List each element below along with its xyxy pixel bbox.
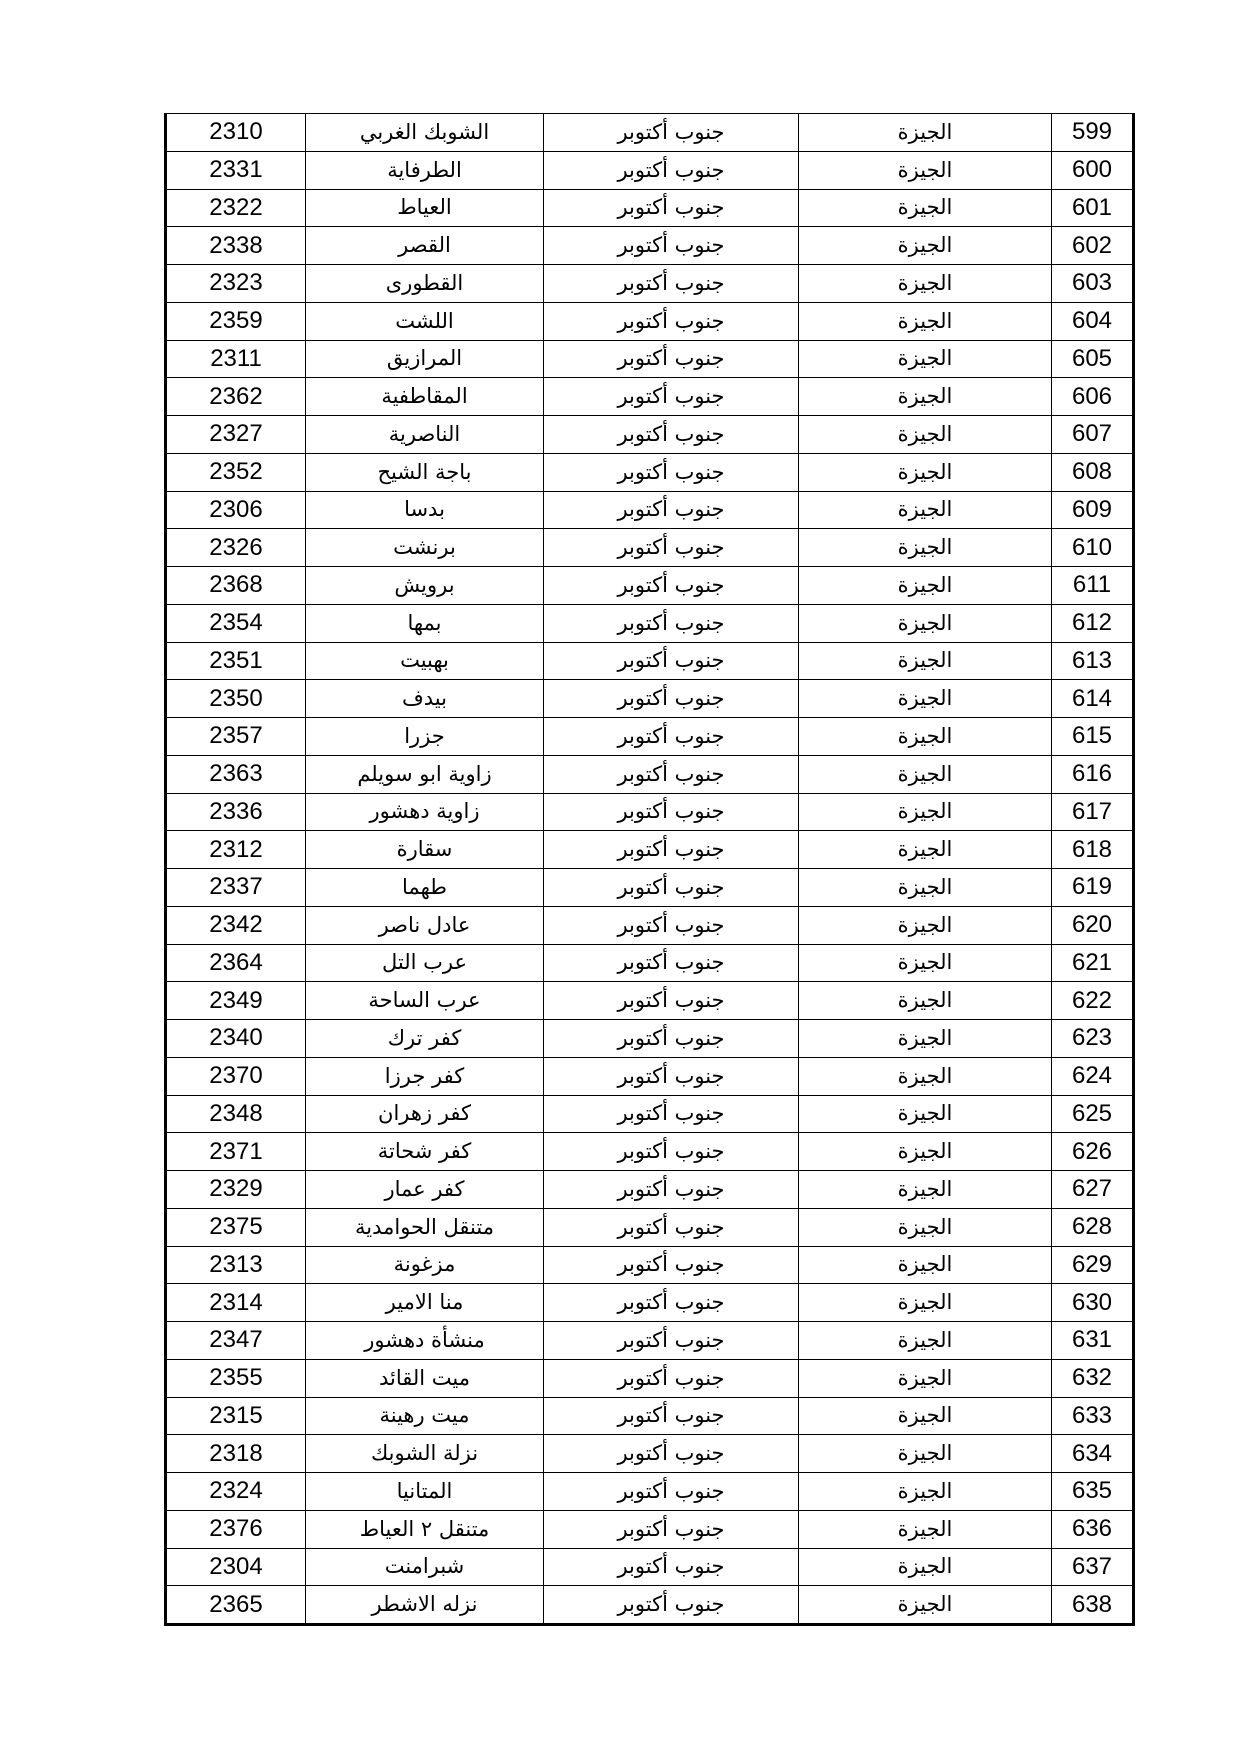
center-cell: جنوب أكتوبر bbox=[544, 378, 799, 416]
table-row bbox=[166, 1586, 1134, 1625]
governorate-cell: الجيزة bbox=[799, 755, 1052, 793]
code-cell: 2338 bbox=[166, 227, 306, 265]
code-cell: 2376 bbox=[166, 1510, 306, 1548]
center-cell: جنوب أكتوبر bbox=[544, 1473, 799, 1511]
row-number-cell: 615 bbox=[1052, 718, 1134, 756]
village-cell: جزرا bbox=[306, 718, 544, 756]
center-cell: جنوب أكتوبر bbox=[544, 944, 799, 982]
row-number-cell: 629 bbox=[1052, 1246, 1134, 1284]
row-number-cell: 606 bbox=[1052, 378, 1134, 416]
governorate-cell: الجيزة bbox=[799, 793, 1052, 831]
center-cell: جنوب أكتوبر bbox=[544, 793, 799, 831]
table-row bbox=[166, 718, 1134, 756]
table-row bbox=[166, 114, 1134, 152]
row-number-cell: 634 bbox=[1052, 1435, 1134, 1473]
row-number-cell: 635 bbox=[1052, 1473, 1134, 1511]
center-cell: جنوب أكتوبر bbox=[544, 1246, 799, 1284]
center-cell: جنوب أكتوبر bbox=[544, 982, 799, 1020]
row-number-cell: 626 bbox=[1052, 1133, 1134, 1171]
row-number-cell: 621 bbox=[1052, 944, 1134, 982]
code-cell: 2349 bbox=[166, 982, 306, 1020]
center-cell: جنوب أكتوبر bbox=[544, 1171, 799, 1209]
village-cell: كفر ترك bbox=[306, 1020, 544, 1058]
row-number-cell: 617 bbox=[1052, 793, 1134, 831]
row-number-cell: 618 bbox=[1052, 831, 1134, 869]
center-cell: جنوب أكتوبر bbox=[544, 302, 799, 340]
governorate-cell: الجيزة bbox=[799, 491, 1052, 529]
code-cell: 2375 bbox=[166, 1208, 306, 1246]
governorate-cell: الجيزة bbox=[799, 567, 1052, 605]
governorate-cell: الجيزة bbox=[799, 302, 1052, 340]
village-cell: كفر عمار bbox=[306, 1171, 544, 1209]
table-row bbox=[166, 1548, 1134, 1586]
code-cell: 2354 bbox=[166, 604, 306, 642]
village-cell: نزله الاشطر bbox=[306, 1586, 544, 1625]
center-cell: جنوب أكتوبر bbox=[544, 453, 799, 491]
center-cell: جنوب أكتوبر bbox=[544, 1020, 799, 1058]
row-number-cell: 630 bbox=[1052, 1284, 1134, 1322]
table-row bbox=[166, 378, 1134, 416]
governorate-cell: الجيزة bbox=[799, 1057, 1052, 1095]
code-cell: 2350 bbox=[166, 680, 306, 718]
code-cell: 2348 bbox=[166, 1095, 306, 1133]
code-cell: 2326 bbox=[166, 529, 306, 567]
table-row bbox=[166, 265, 1134, 303]
governorate-cell: الجيزة bbox=[799, 718, 1052, 756]
village-cell: زاوية دهشور bbox=[306, 793, 544, 831]
center-cell: جنوب أكتوبر bbox=[544, 340, 799, 378]
code-cell: 2314 bbox=[166, 1284, 306, 1322]
governorate-cell: الجيزة bbox=[799, 340, 1052, 378]
village-cell: اللشت bbox=[306, 302, 544, 340]
table-row bbox=[166, 1133, 1134, 1171]
center-cell: جنوب أكتوبر bbox=[544, 1586, 799, 1625]
governorate-cell: الجيزة bbox=[799, 1397, 1052, 1435]
table-row bbox=[166, 1435, 1134, 1473]
table-row bbox=[166, 1510, 1134, 1548]
code-cell: 2336 bbox=[166, 793, 306, 831]
row-number-cell: 631 bbox=[1052, 1322, 1134, 1360]
center-cell: جنوب أكتوبر bbox=[544, 1322, 799, 1360]
row-number-cell: 610 bbox=[1052, 529, 1134, 567]
governorate-cell: الجيزة bbox=[799, 416, 1052, 454]
row-number-cell: 620 bbox=[1052, 906, 1134, 944]
village-cell: طهما bbox=[306, 869, 544, 907]
code-cell: 2323 bbox=[166, 265, 306, 303]
governorate-cell: الجيزة bbox=[799, 1586, 1052, 1625]
code-cell: 2304 bbox=[166, 1548, 306, 1586]
governorate-cell: الجيزة bbox=[799, 1171, 1052, 1209]
governorate-cell: الجيزة bbox=[799, 831, 1052, 869]
code-cell: 2331 bbox=[166, 151, 306, 189]
row-number-cell: 633 bbox=[1052, 1397, 1134, 1435]
governorate-cell: الجيزة bbox=[799, 1322, 1052, 1360]
governorate-cell: الجيزة bbox=[799, 1246, 1052, 1284]
code-cell: 2311 bbox=[166, 340, 306, 378]
center-cell: جنوب أكتوبر bbox=[544, 114, 799, 152]
row-number-cell: 608 bbox=[1052, 453, 1134, 491]
code-cell: 2337 bbox=[166, 869, 306, 907]
table-row bbox=[166, 529, 1134, 567]
governorate-cell: الجيزة bbox=[799, 604, 1052, 642]
center-cell: جنوب أكتوبر bbox=[544, 227, 799, 265]
table-row bbox=[166, 1284, 1134, 1322]
row-number-cell: 622 bbox=[1052, 982, 1134, 1020]
governorate-cell: الجيزة bbox=[799, 1020, 1052, 1058]
governorate-cell: الجيزة bbox=[799, 680, 1052, 718]
governorate-cell: الجيزة bbox=[799, 378, 1052, 416]
village-cell: بمها bbox=[306, 604, 544, 642]
code-cell: 2352 bbox=[166, 453, 306, 491]
village-cell: المرازيق bbox=[306, 340, 544, 378]
row-number-cell: 625 bbox=[1052, 1095, 1134, 1133]
governorate-cell: الجيزة bbox=[799, 227, 1052, 265]
center-cell: جنوب أكتوبر bbox=[544, 755, 799, 793]
center-cell: جنوب أكتوبر bbox=[544, 1095, 799, 1133]
table-row bbox=[166, 1208, 1134, 1246]
row-number-cell: 607 bbox=[1052, 416, 1134, 454]
row-number-cell: 628 bbox=[1052, 1208, 1134, 1246]
village-cell: سقارة bbox=[306, 831, 544, 869]
governorate-cell: الجيزة bbox=[799, 265, 1052, 303]
row-number-cell: 611 bbox=[1052, 567, 1134, 605]
center-cell: جنوب أكتوبر bbox=[544, 265, 799, 303]
table-row bbox=[166, 416, 1134, 454]
center-cell: جنوب أكتوبر bbox=[544, 1133, 799, 1171]
row-number-cell: 638 bbox=[1052, 1586, 1134, 1625]
code-cell: 2371 bbox=[166, 1133, 306, 1171]
governorate-cell: الجيزة bbox=[799, 1510, 1052, 1548]
row-number-cell: 624 bbox=[1052, 1057, 1134, 1095]
governorate-cell: الجيزة bbox=[799, 114, 1052, 152]
code-cell: 2351 bbox=[166, 642, 306, 680]
center-cell: جنوب أكتوبر bbox=[544, 1435, 799, 1473]
table-row bbox=[166, 1171, 1134, 1209]
center-cell: جنوب أكتوبر bbox=[544, 529, 799, 567]
row-number-cell: 636 bbox=[1052, 1510, 1134, 1548]
village-cell: المقاطفية bbox=[306, 378, 544, 416]
center-cell: جنوب أكتوبر bbox=[544, 491, 799, 529]
table-row bbox=[166, 1020, 1134, 1058]
center-cell: جنوب أكتوبر bbox=[544, 680, 799, 718]
village-cell: المتانيا bbox=[306, 1473, 544, 1511]
row-number-cell: 603 bbox=[1052, 265, 1134, 303]
document-page bbox=[164, 113, 1132, 1626]
table-row bbox=[166, 302, 1134, 340]
code-cell: 2359 bbox=[166, 302, 306, 340]
table-row bbox=[166, 869, 1134, 907]
governorate-cell: الجيزة bbox=[799, 982, 1052, 1020]
code-cell: 2370 bbox=[166, 1057, 306, 1095]
row-number-cell: 637 bbox=[1052, 1548, 1134, 1586]
table-row bbox=[166, 944, 1134, 982]
table-row bbox=[166, 151, 1134, 189]
village-cell: زاوية ابو سويلم bbox=[306, 755, 544, 793]
village-cell: منا الامير bbox=[306, 1284, 544, 1322]
code-cell: 2322 bbox=[166, 189, 306, 227]
village-cell: بيدف bbox=[306, 680, 544, 718]
table-row bbox=[166, 1095, 1134, 1133]
table-row bbox=[166, 491, 1134, 529]
governorate-cell: الجيزة bbox=[799, 529, 1052, 567]
center-cell: جنوب أكتوبر bbox=[544, 906, 799, 944]
code-cell: 2368 bbox=[166, 567, 306, 605]
village-cell: عادل ناصر bbox=[306, 906, 544, 944]
center-cell: جنوب أكتوبر bbox=[544, 189, 799, 227]
row-number-cell: 614 bbox=[1052, 680, 1134, 718]
code-cell: 2327 bbox=[166, 416, 306, 454]
code-cell: 2355 bbox=[166, 1359, 306, 1397]
village-cell: منشأة دهشور bbox=[306, 1322, 544, 1360]
center-cell: جنوب أكتوبر bbox=[544, 1397, 799, 1435]
table-row bbox=[166, 793, 1134, 831]
code-cell: 2324 bbox=[166, 1473, 306, 1511]
code-cell: 2313 bbox=[166, 1246, 306, 1284]
village-cell: كفر جرزا bbox=[306, 1057, 544, 1095]
village-cell: الطرفاية bbox=[306, 151, 544, 189]
village-cell: برنشت bbox=[306, 529, 544, 567]
governorate-cell: الجيزة bbox=[799, 1548, 1052, 1586]
table-row bbox=[166, 982, 1134, 1020]
row-number-cell: 613 bbox=[1052, 642, 1134, 680]
table-row bbox=[166, 453, 1134, 491]
center-cell: جنوب أكتوبر bbox=[544, 1510, 799, 1548]
village-cell: متنقل ٢ العياط bbox=[306, 1510, 544, 1548]
governorate-cell: الجيزة bbox=[799, 1095, 1052, 1133]
table-row bbox=[166, 906, 1134, 944]
code-cell: 2357 bbox=[166, 718, 306, 756]
table-row bbox=[166, 340, 1134, 378]
table-row bbox=[166, 831, 1134, 869]
center-cell: جنوب أكتوبر bbox=[544, 416, 799, 454]
table-row bbox=[166, 1473, 1134, 1511]
village-cell: ميت القائد bbox=[306, 1359, 544, 1397]
code-cell: 2365 bbox=[166, 1586, 306, 1625]
table-row bbox=[166, 189, 1134, 227]
center-cell: جنوب أكتوبر bbox=[544, 718, 799, 756]
village-cell: ميت رهينة bbox=[306, 1397, 544, 1435]
code-cell: 2340 bbox=[166, 1020, 306, 1058]
governorate-cell: الجيزة bbox=[799, 642, 1052, 680]
code-cell: 2310 bbox=[166, 114, 306, 152]
center-cell: جنوب أكتوبر bbox=[544, 567, 799, 605]
row-number-cell: 619 bbox=[1052, 869, 1134, 907]
row-number-cell: 599 bbox=[1052, 114, 1134, 152]
row-number-cell: 632 bbox=[1052, 1359, 1134, 1397]
row-number-cell: 627 bbox=[1052, 1171, 1134, 1209]
table-row bbox=[166, 1057, 1134, 1095]
table-row bbox=[166, 1322, 1134, 1360]
village-cell: الناصرية bbox=[306, 416, 544, 454]
table-row bbox=[166, 1246, 1134, 1284]
village-cell: باجة الشيح bbox=[306, 453, 544, 491]
center-cell: جنوب أكتوبر bbox=[544, 1359, 799, 1397]
village-cell: برويش bbox=[306, 567, 544, 605]
code-cell: 2318 bbox=[166, 1435, 306, 1473]
table-body bbox=[166, 114, 1134, 1625]
table-row bbox=[166, 642, 1134, 680]
village-cell: كفر زهران bbox=[306, 1095, 544, 1133]
row-number-cell: 602 bbox=[1052, 227, 1134, 265]
governorate-cell: الجيزة bbox=[799, 1473, 1052, 1511]
table-row bbox=[166, 755, 1134, 793]
center-cell: جنوب أكتوبر bbox=[544, 151, 799, 189]
center-cell: جنوب أكتوبر bbox=[544, 1208, 799, 1246]
center-cell: جنوب أكتوبر bbox=[544, 1548, 799, 1586]
row-number-cell: 616 bbox=[1052, 755, 1134, 793]
row-number-cell: 623 bbox=[1052, 1020, 1134, 1058]
code-cell: 2306 bbox=[166, 491, 306, 529]
center-cell: جنوب أكتوبر bbox=[544, 604, 799, 642]
village-cell: كفر شحاتة bbox=[306, 1133, 544, 1171]
code-cell: 2329 bbox=[166, 1171, 306, 1209]
row-number-cell: 601 bbox=[1052, 189, 1134, 227]
governorate-cell: الجيزة bbox=[799, 906, 1052, 944]
village-cell: عرب التل bbox=[306, 944, 544, 982]
center-cell: جنوب أكتوبر bbox=[544, 831, 799, 869]
governorate-cell: الجيزة bbox=[799, 1284, 1052, 1322]
data-table bbox=[164, 113, 1135, 1626]
center-cell: جنوب أكتوبر bbox=[544, 869, 799, 907]
row-number-cell: 605 bbox=[1052, 340, 1134, 378]
row-number-cell: 609 bbox=[1052, 491, 1134, 529]
code-cell: 2315 bbox=[166, 1397, 306, 1435]
governorate-cell: الجيزة bbox=[799, 151, 1052, 189]
governorate-cell: الجيزة bbox=[799, 869, 1052, 907]
governorate-cell: الجيزة bbox=[799, 1435, 1052, 1473]
table-row bbox=[166, 680, 1134, 718]
code-cell: 2312 bbox=[166, 831, 306, 869]
table-row bbox=[166, 1359, 1134, 1397]
governorate-cell: الجيزة bbox=[799, 453, 1052, 491]
village-cell: مزغونة bbox=[306, 1246, 544, 1284]
village-cell: بهبيت bbox=[306, 642, 544, 680]
governorate-cell: الجيزة bbox=[799, 189, 1052, 227]
governorate-cell: الجيزة bbox=[799, 1359, 1052, 1397]
governorate-cell: الجيزة bbox=[799, 1208, 1052, 1246]
center-cell: جنوب أكتوبر bbox=[544, 642, 799, 680]
code-cell: 2342 bbox=[166, 906, 306, 944]
village-cell: نزلة الشوبك bbox=[306, 1435, 544, 1473]
code-cell: 2364 bbox=[166, 944, 306, 982]
village-cell: العياط bbox=[306, 189, 544, 227]
code-cell: 2362 bbox=[166, 378, 306, 416]
governorate-cell: الجيزة bbox=[799, 944, 1052, 982]
governorate-cell: الجيزة bbox=[799, 1133, 1052, 1171]
village-cell: الشوبك الغربي bbox=[306, 114, 544, 152]
row-number-cell: 612 bbox=[1052, 604, 1134, 642]
code-cell: 2347 bbox=[166, 1322, 306, 1360]
row-number-cell: 600 bbox=[1052, 151, 1134, 189]
village-cell: القطورى bbox=[306, 265, 544, 303]
table-row bbox=[166, 227, 1134, 265]
village-cell: القصر bbox=[306, 227, 544, 265]
village-cell: بدسا bbox=[306, 491, 544, 529]
village-cell: عرب الساحة bbox=[306, 982, 544, 1020]
village-cell: متنقل الحوامدية bbox=[306, 1208, 544, 1246]
village-cell: شبرامنت bbox=[306, 1548, 544, 1586]
table-row bbox=[166, 567, 1134, 605]
center-cell: جنوب أكتوبر bbox=[544, 1284, 799, 1322]
table-row bbox=[166, 1397, 1134, 1435]
code-cell: 2363 bbox=[166, 755, 306, 793]
center-cell: جنوب أكتوبر bbox=[544, 1057, 799, 1095]
table-row bbox=[166, 604, 1134, 642]
row-number-cell: 604 bbox=[1052, 302, 1134, 340]
